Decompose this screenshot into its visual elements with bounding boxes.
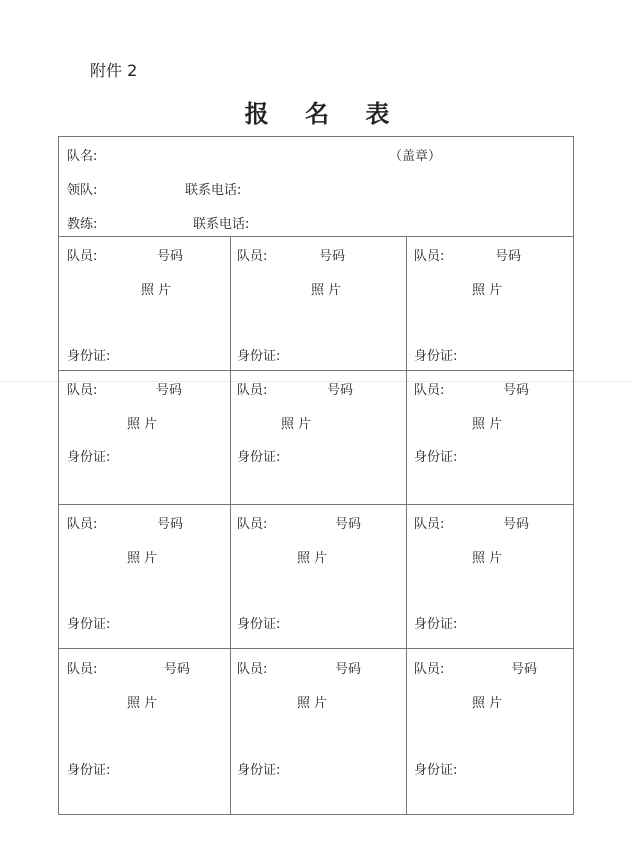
member-cell [231,649,406,814]
member-cell [231,237,406,370]
photo-placeholder: 照 片 [281,417,312,432]
member-label: 队员: [414,517,445,532]
leader-phone-label: 联系电话: [185,183,242,198]
photo-placeholder: 照 片 [472,417,503,432]
coach-label: 教练: [67,217,98,232]
id-card-label: 身份证: [237,617,281,632]
id-card-label: 身份证: [67,349,111,364]
number-label: 号码 [157,249,184,264]
seal-label: （盖章） [389,149,442,164]
photo-placeholder: 照 片 [127,417,158,432]
id-card-label: 身份证: [237,450,281,465]
photo-placeholder: 照 片 [472,283,503,298]
id-card-label: 身份证: [237,763,281,778]
member-cell [59,649,230,814]
member-label: 队员: [237,383,268,398]
member-cell [407,371,573,504]
leader-label: 领队: [67,183,98,198]
team-info-section [59,137,573,237]
number-label: 号码 [495,249,522,264]
id-card-label: 身份证: [414,450,458,465]
photo-placeholder: 照 片 [127,551,158,566]
id-card-label: 身份证: [414,349,458,364]
photo-placeholder: 照 片 [141,283,172,298]
member-cell [407,237,573,370]
member-label: 队员: [237,249,268,264]
id-card-label: 身份证: [67,617,111,632]
member-cell [59,371,230,504]
id-card-label: 身份证: [67,450,111,465]
member-cell [231,505,406,648]
id-card-label: 身份证: [67,763,111,778]
member-cell [407,649,573,814]
number-label: 号码 [327,383,354,398]
id-card-label: 身份证: [237,349,281,364]
id-card-label: 身份证: [414,763,458,778]
member-cell [231,371,406,504]
member-cell [407,505,573,648]
member-cell [59,505,230,648]
number-label: 号码 [503,517,530,532]
member-label: 队员: [237,517,268,532]
member-label: 队员: [67,249,98,264]
number-label: 号码 [156,383,183,398]
team-name-label: 队名: [67,149,98,164]
photo-placeholder: 照 片 [472,696,503,711]
photo-placeholder: 照 片 [472,551,503,566]
photo-placeholder: 照 片 [297,551,328,566]
form-title: 报 名 表 [244,100,404,128]
number-label: 号码 [511,662,538,677]
attachment-label: 附件 2 [90,61,138,80]
number-label: 号码 [335,662,362,677]
photo-placeholder: 照 片 [297,696,328,711]
photo-placeholder: 照 片 [127,696,158,711]
id-card-label: 身份证: [414,617,458,632]
number-label: 号码 [164,662,191,677]
number-label: 号码 [503,383,530,398]
member-label: 队员: [414,383,445,398]
member-cell [59,237,230,370]
member-label: 队员: [67,517,98,532]
member-label: 队员: [237,662,268,677]
member-label: 队员: [414,662,445,677]
photo-placeholder: 照 片 [311,283,342,298]
member-label: 队员: [67,383,98,398]
number-label: 号码 [335,517,362,532]
number-label: 号码 [319,249,346,264]
coach-phone-label: 联系电话: [193,217,250,232]
registration-table [58,136,574,815]
member-label: 队员: [414,249,445,264]
member-label: 队员: [67,662,98,677]
number-label: 号码 [157,517,184,532]
